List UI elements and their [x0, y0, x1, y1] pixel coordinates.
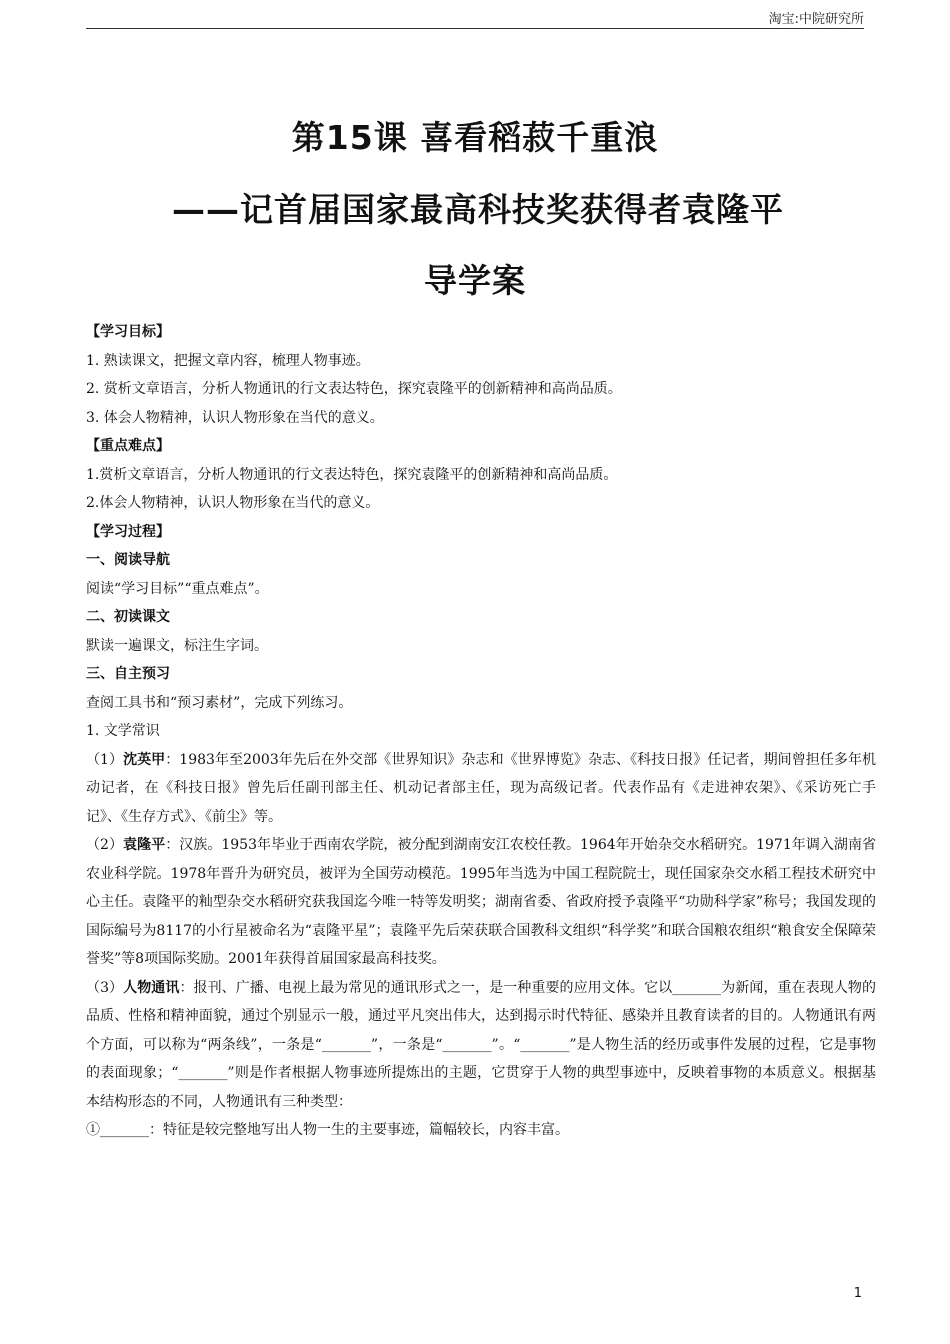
objective-item-1: 1. 熟读课文，把握文章内容，梳理人物事迹。	[86, 352, 370, 369]
section-1-title: 一、阅读导航	[86, 552, 170, 568]
document-body	[86, 318, 876, 1145]
title-doc-type: 导学案	[424, 261, 526, 300]
objective-item-3: 3. 体会人物精神，认识人物形象在当代的意义。	[86, 409, 384, 426]
paragraph-shen-yingjia	[86, 746, 876, 832]
term-yuan-longping: 袁隆平	[123, 837, 166, 853]
paragraph-type-1: ①_______：特征是较完整地写出人物一生的主要事迹，篇幅较长，内容丰富。	[86, 1122, 569, 1138]
section-1-text: 阅读“学习目标”“重点难点”。	[86, 580, 269, 597]
title-main: 第15课 喜看稻菽千重浪	[291, 118, 659, 157]
paragraph-text: ：1983年至2003年先后在外交部《世界知识》杂志和《世界博览》杂志、《科技日报》任记者，期间曾担任多年机动记者，在《科技日报》曾先后任副刊部主任、机动记者部主任，现为高级记者。代表作品有《走进神农架》、《采访死亡手记》、《生存方式》、《前尘》等。	[86, 751, 876, 825]
term-shen-yingjia: 沈英甲	[123, 751, 166, 768]
key-point-item-1: 1.赏析文章语言，分析人物通讯的行文表达特色，探究袁隆平的创新精神和高尚品质。	[86, 466, 618, 483]
key-point-item-2: 2.体会人物精神，认识人物形象在当代的意义。	[86, 495, 380, 511]
paragraph-number: （2）	[86, 837, 124, 853]
title-subtitle: ——记首届国家最高科技奖获得者袁隆平	[172, 190, 784, 229]
paragraph-number: （1）	[86, 751, 124, 768]
key-points-heading: 【重点难点】	[86, 438, 170, 454]
paragraph-yuan-longping	[86, 831, 876, 974]
section-3-title: 三、自主预习	[86, 666, 170, 682]
page-header	[86, 6, 864, 29]
section-2-text: 默读一遍课文，标注生字词。	[86, 637, 268, 654]
page-number: 1	[853, 1286, 862, 1301]
paragraph-number: （3）	[86, 979, 124, 996]
term-person-report: 人物通讯	[123, 979, 180, 996]
paragraph-text: ：汉族。1953年毕业于西南农学院，被分配到湖南安江农校任教。1964年开始杂交水稻研究。1971年调入湖南省农业科学院。1978年晋升为研究员，被评为全国劳动模范。1995年当选为中国工程院院士，现任国家杂交水稻工程技术研究中心主任。袁隆平的籼型杂交水稻研究获我国迄今唯一特等发明奖；湖南省委、省政府授予袁隆平“功勋科学家”称号；我国发现的国际编号为8117的小行星被命名为“袁隆平星”；袁隆平先后荣获联合国教科文组织“科学奖”和联合国粮农组织“粮食安全保障荣誉奖”等8项国际奖励。2001年获得首届国家最高科技奖。	[86, 837, 877, 967]
paragraph-person-report	[86, 974, 876, 1117]
section-3-text: 查阅工具书和“预习素材”，完成下列练习。	[86, 694, 353, 711]
objective-item-2: 2. 赏析文章语言，分析人物通讯的行文表达特色，探究袁隆平的创新精神和高尚品质。	[86, 381, 622, 397]
objectives-heading: 【学习目标】	[86, 324, 170, 340]
process-heading: 【学习过程】	[86, 523, 170, 540]
item-1-title: 1. 文学常识	[86, 723, 160, 739]
section-2-title: 二、初读课文	[86, 609, 170, 625]
paragraph-text: ：报刊、广播、电视上最为常见的通讯形式之一，是一种重要的应用文体。它以_______为新闻，重在表现人物的品质、性格和精神面貌，通过个别显示一般，通过平凡突出伟大，达到揭示时代特征、感染并且教育读者的目的。人物通讯有两个方面，可以称为“两条线”，一条是“_______”，一条是“_______”。“_______”是人物生活的经历或事件发展的过程，它是事物的表面现象；“_______”则是作者根据人物事迹所提炼出的主题，它贯穿于人物的典型事迹中，反映着事物的本质意义。根据基本结构形态的不同，人物通讯有三种类型：	[86, 979, 876, 1110]
header-source-text: 淘宝:中院研究所	[768, 12, 864, 27]
